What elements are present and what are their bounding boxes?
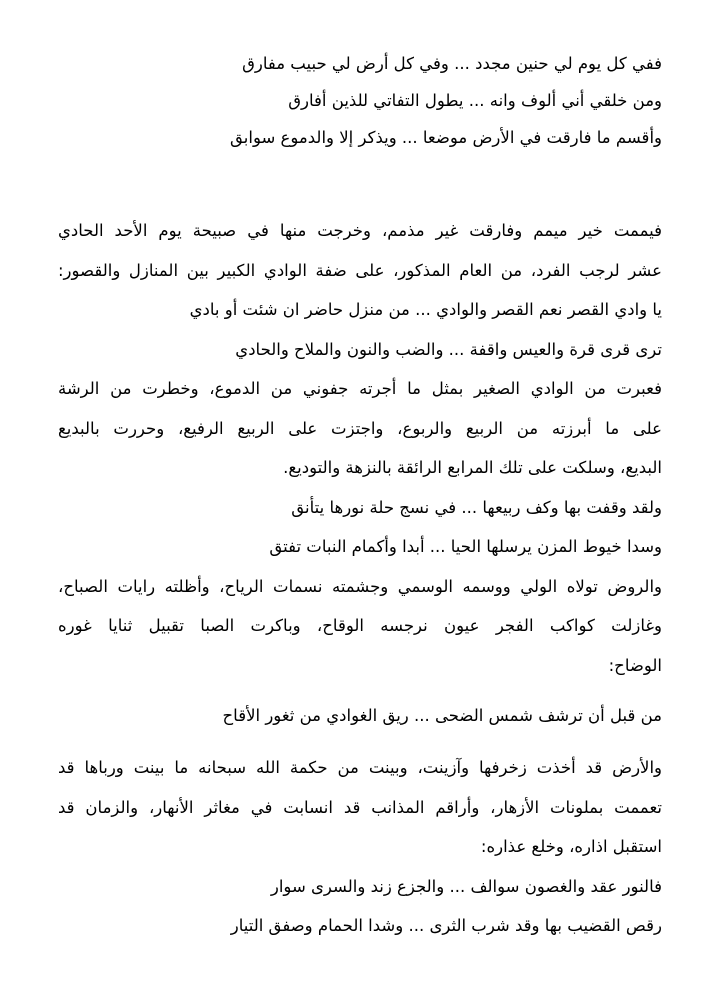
verse-line: ولقد وقفت بها وكف ربيعها ... في نسج حلة نورها يتأنق (291, 498, 662, 517)
prose-line: الوضاح: (608, 656, 662, 675)
verse-line: من قبل أن ترشف شمس الضحى ... ريق الغوادي من ثغور الأقاح (222, 706, 662, 725)
verse-line: وأقسم ما فارقت في الأرض موضعا ... ويذكر إلا والدموع سوابق (230, 128, 662, 147)
prose-line: تعممت بملونات الأزهار، وأراقم المذانب قد انسابت في مغاثر الأنهار، والزمان قد (58, 798, 662, 817)
prose-line: فعبرت من الوادي الصغير بمثل ما أجرته جفوني من الدموع، وخطرت من الرشة (58, 379, 662, 398)
verse-line: ترى قرى قرة والعيس واقفة ... والضب والنون والملاح والحادي (235, 340, 662, 359)
verse-line: يا وادي القصر نعم القصر والوادي ... من منزل حاضر ان شئت أو بادي (189, 300, 662, 319)
verse-line: ففي كل يوم لي حنين مجدد ... وفي كل أرض لي حبيب مفارق (242, 54, 662, 73)
verse-line: ومن خلقي أني ألوف وانه ... يطول التفاتي للذين أفارق (288, 91, 662, 110)
prose-line: استقبل اذاره، وخلع عذاره: (480, 837, 662, 856)
prose-line: البديع، وسلكت على تلك المرابع الرائقة بالنزهة والتوديع. (283, 458, 662, 477)
verse-line: وسدا خيوط المزن يرسلها الحيا ... أبدا وأكمام النبات تفتق (269, 537, 662, 556)
verse-line: فالنور عقد والغصون سوالف ... والجزع زند والسرى سوار (270, 877, 662, 896)
prose-line: والروض تولاه الولي ووسمه الوسمي وجشمته نسمات الرياح، وأظلته رايات الصباح، (58, 577, 662, 596)
prose-line: على ما أبرزته من الربيع والربوع، واجتزت على الربيع الرفيع، وحررت بالبديع (58, 419, 662, 438)
verse-line: رقص القضيب بها وقد شرب الثرى ... وشدا الحمام وصفق التيار (230, 916, 662, 935)
prose-line: فيممت خير ميمم وفارقت غير مذمم، وخرجت منها في صبيحة يوم الأحد الحادي (58, 221, 662, 240)
prose-line: وغازلت كواكب الفجر عيون نرجسه الوقاح، وباكرت الصبا تقبيل ثنايا غوره (58, 616, 662, 635)
prose-line: والأرض قد أخذت زخرفها وآزينت، وبينت من حكمة الله سبحانه ما بينت ورباها قد (58, 758, 662, 777)
prose-line: عشر لرجب الفرد، من العام المذكور، على ضفة الوادي الكبير بين المنازل والقصور: (58, 261, 662, 280)
